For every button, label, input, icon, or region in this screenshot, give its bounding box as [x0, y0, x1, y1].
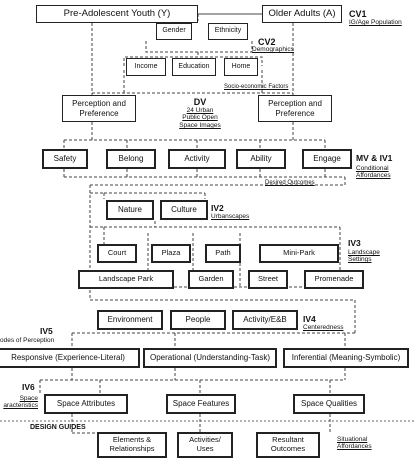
setting-garden: Garden: [188, 270, 234, 289]
desired-outcomes-label: Desired Outcomes: [265, 180, 315, 186]
iv2-sublabel: Urbanscapes: [211, 213, 250, 220]
iv6-label: IV6: [22, 382, 35, 392]
ethnicity-box: Ethnicity: [208, 23, 248, 40]
setting-landscape-park: Landscape Park: [78, 270, 174, 289]
pre-adolescent-youth-box: Pre-Adolescent Youth (Y): [36, 5, 198, 23]
centeredness-environment: Environment: [97, 310, 163, 330]
dv-sublabel: 24 Urban Public Open Space Images: [179, 107, 221, 129]
cv2-label: CV2: [258, 37, 276, 47]
affordance-ability: Ability: [236, 149, 286, 169]
socio-economic-label: Socio-economic Factors: [224, 84, 289, 90]
setting-plaza: Plaza: [151, 244, 191, 263]
iv3-sublabel: Landscape Settings: [348, 249, 380, 264]
mode-responsive: Responsive (Experience-Literal): [0, 348, 140, 368]
centeredness-people: People: [170, 310, 226, 330]
setting-mini-park: Mini-Park: [259, 244, 339, 263]
home-box: Home: [224, 58, 258, 76]
iv6-sublabel: Space aracteristics: [3, 395, 38, 410]
iv4-label: IV4: [303, 314, 316, 324]
mode-operational: Operational (Understanding-Task): [143, 348, 277, 368]
cv2-sublabel: Demographics: [252, 46, 294, 53]
affordance-engage: Engage: [302, 149, 352, 169]
perception-right-box: Perception and Preference: [258, 95, 332, 122]
urbanscape-culture: Culture: [160, 200, 208, 220]
setting-promenade: Promenade: [304, 270, 364, 289]
mv-iv1-sublabel: Conditional Affordances: [356, 165, 391, 180]
affordance-belong: Belong: [106, 149, 156, 169]
situational-affordances-label: Situational Affordances: [337, 436, 372, 451]
iv5-sublabel: odes of Perception: [0, 337, 55, 344]
iv5-label: IV5: [40, 326, 53, 336]
space-qualities: Space Qualities: [293, 394, 365, 414]
income-box: Income: [126, 58, 166, 76]
iv2-label: IV2: [211, 203, 224, 213]
guide-resultant-outcomes: Resultant Outcomes: [256, 432, 320, 458]
gender-box: Gender: [156, 23, 192, 40]
guide-elements-relationships: Elements & Relationships: [97, 432, 167, 458]
affordance-safety: Safety: [42, 149, 88, 169]
guide-activities-uses: Activities/ Uses: [177, 432, 233, 458]
perception-left-box: Perception and Preference: [62, 95, 136, 122]
setting-street: Street: [248, 270, 288, 289]
design-guides-label: DESIGN GUIDES: [30, 424, 86, 431]
centeredness-activity-eb: Activity/E&B: [232, 310, 298, 330]
space-features: Space Features: [166, 394, 236, 414]
dv-label: DV: [193, 97, 207, 107]
setting-court: Court: [97, 244, 137, 263]
mode-inferential: Inferential (Meaning-Symbolic): [283, 348, 409, 368]
iv3-label: IV3: [348, 238, 361, 248]
cv1-label: CV1: [349, 9, 367, 19]
affordance-activity: Activity: [168, 149, 226, 169]
urbanscape-nature: Nature: [106, 200, 154, 220]
older-adults-box: Older Adults (A): [262, 5, 342, 23]
mv-iv1-label: MV & IV1: [356, 153, 393, 163]
setting-path: Path: [205, 244, 241, 263]
education-box: Education: [172, 58, 216, 76]
cv1-sublabel: IG/Age Population: [349, 19, 402, 26]
iv4-sublabel: Centeredness: [303, 324, 344, 331]
space-attributes: Space Attributes: [44, 394, 128, 414]
